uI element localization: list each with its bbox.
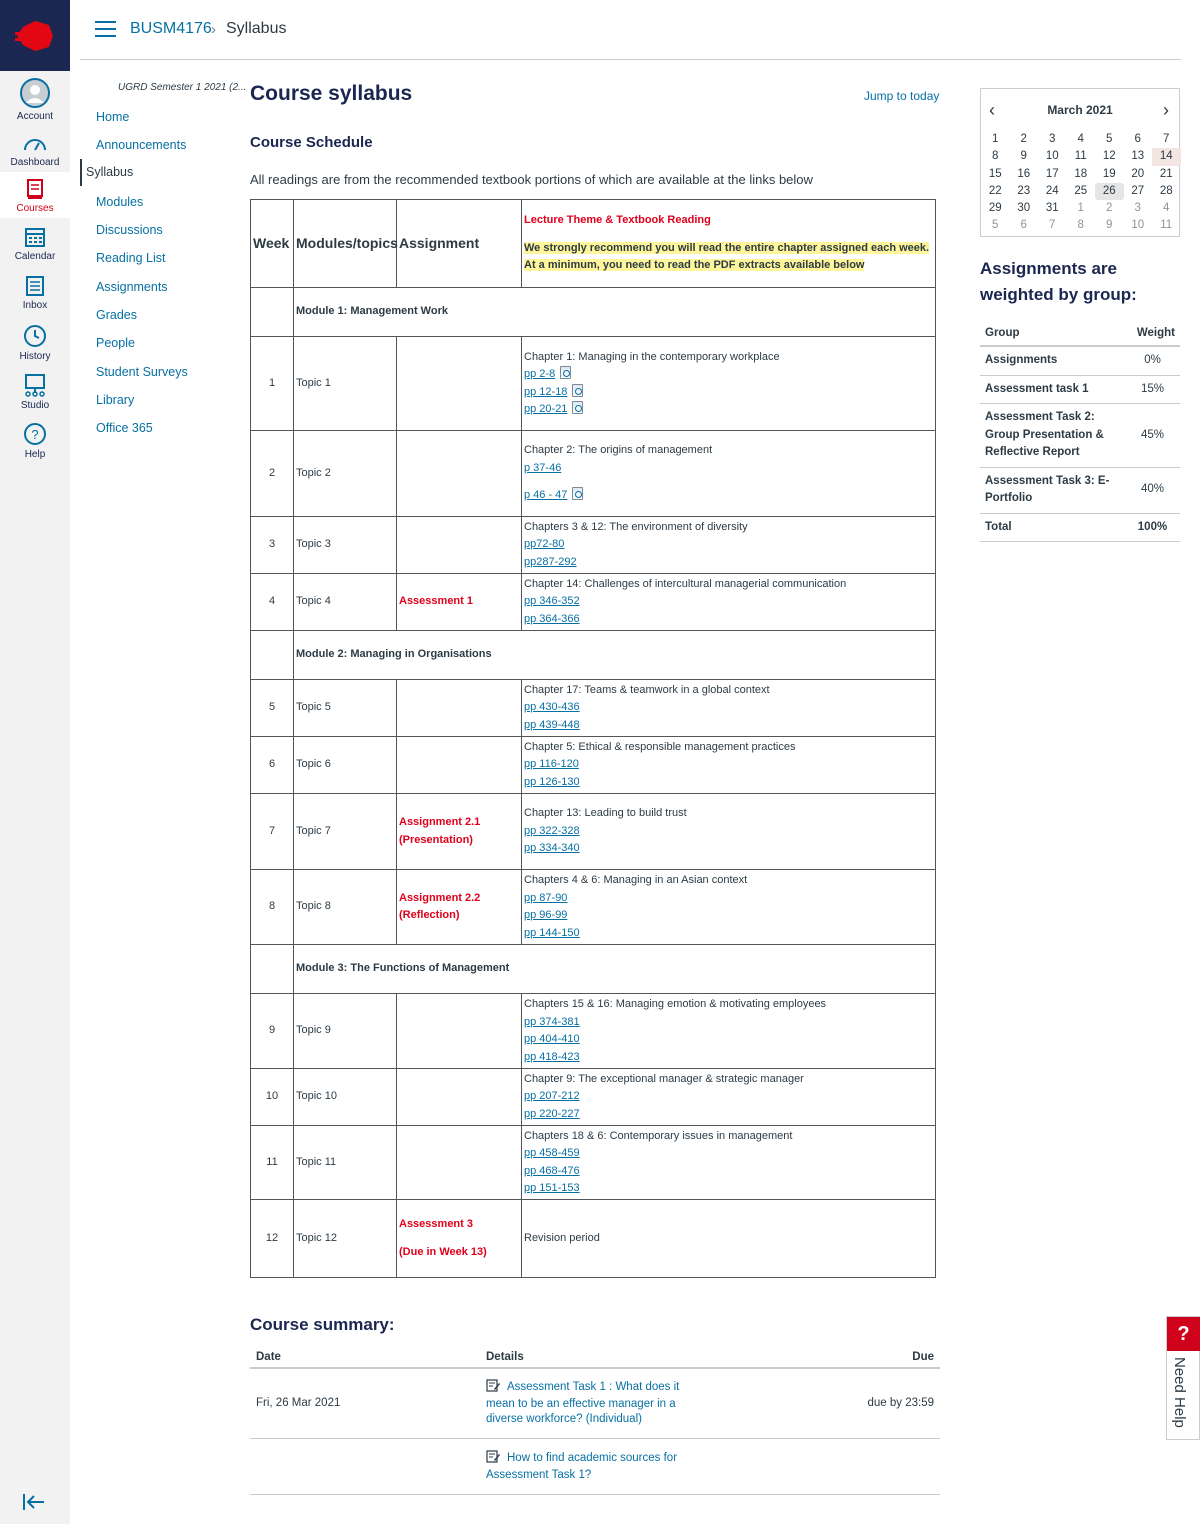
header-reading-note-1: We strongly recommend you will read the entire chapter assigned each week. [524, 241, 930, 254]
week-reading [522, 517, 936, 574]
week-assignment [397, 337, 522, 431]
weights-table [980, 320, 1180, 542]
reading-link-line [524, 460, 933, 478]
breadcrumb-course[interactable]: BUSM4176 [130, 20, 212, 37]
calendar-day[interactable]: 13 [1131, 150, 1145, 163]
calendar-header [981, 89, 1179, 131]
header-modules: Modules/topics [294, 200, 397, 288]
reading-chapter: Chapters 4 & 6: Managing in an Asian context [524, 874, 748, 886]
summary-due: due by 23:59 [710, 1368, 940, 1438]
week-number: 3 [251, 517, 294, 574]
calendar-day[interactable]: 2 [1020, 133, 1027, 145]
reading-link-line [524, 487, 933, 505]
weights-group: Assessment Task 2: Group Presentation & Reflective Report [980, 404, 1125, 468]
week-topic: Topic 6 [294, 737, 397, 794]
pdf-file-icon[interactable] [572, 384, 583, 397]
header-reading-title: Lecture Theme & Textbook Reading [524, 214, 711, 227]
inbox-icon [24, 275, 46, 297]
week-row [251, 1069, 936, 1126]
week-row [251, 870, 936, 945]
calendar-day[interactable]: 8 [992, 150, 999, 163]
logo-icon [15, 17, 55, 55]
module-row [251, 631, 936, 680]
week-reading [522, 574, 936, 631]
calendar-day[interactable]: 30 [1017, 202, 1031, 215]
weights-row [980, 375, 1180, 404]
assignment-label: Assessment 1 [399, 595, 473, 608]
weights-row [980, 467, 1180, 513]
module-row [251, 288, 936, 337]
reading-link[interactable]: pp 126-130 [524, 775, 580, 788]
week-topic: Topic 11 [294, 1126, 397, 1200]
calendar-day[interactable]: 16 [1017, 167, 1031, 180]
week-reading [522, 1069, 936, 1126]
reading-link[interactable]: pp287-292 [524, 555, 577, 568]
reading-link-line [524, 366, 933, 384]
reading-chapter: Chapter 2: The origins of management [524, 444, 713, 457]
page-title: Course syllabus [250, 82, 413, 105]
reading-link[interactable]: pp 322-328 [524, 824, 580, 837]
reading-link[interactable]: pp 418-423 [524, 1050, 580, 1063]
calendar-day[interactable]: 17 [1045, 167, 1059, 180]
reading-chapter: Revision period [524, 1231, 600, 1244]
week-number: 2 [251, 431, 294, 517]
week-number: 6 [251, 737, 294, 794]
calendar-day[interactable]: 9 [1106, 219, 1113, 232]
summary-title: Course summary: [250, 1315, 395, 1334]
summary-col-details: Details [480, 1346, 710, 1368]
calendar-day[interactable]: 15 [988, 167, 1002, 180]
weights-total-row [980, 513, 1180, 542]
weights-value: 45% [1125, 404, 1180, 468]
reading-link-line [524, 699, 933, 717]
week-assignment [397, 1200, 522, 1278]
week-assignment [397, 794, 522, 870]
week-row [251, 574, 936, 631]
week-topic: Topic 2 [294, 431, 397, 517]
calendar-day[interactable]: 4 [1077, 133, 1084, 145]
assignment-icon [486, 1450, 501, 1468]
reading-link-line [524, 756, 933, 774]
summary-details [480, 1438, 710, 1494]
collapse-arrow-icon [22, 1492, 46, 1512]
reading-link[interactable]: pp 404-410 [524, 1033, 580, 1045]
week-assignment [397, 994, 522, 1069]
calendar-day[interactable]: 9 [1020, 150, 1027, 163]
calendar-day[interactable]: 7 [1163, 133, 1170, 145]
weights-row [980, 404, 1180, 468]
help-icon [23, 422, 47, 446]
reading-link-line [524, 593, 933, 611]
weights-value: 15% [1125, 375, 1180, 404]
reading-link-line [524, 1145, 933, 1163]
week-number: 7 [251, 794, 294, 870]
calendar-day[interactable]: 28 [1159, 184, 1173, 197]
course-nav-grades[interactable]: Grades [96, 308, 137, 322]
course-nav-student-surveys[interactable]: Student Surveys [96, 365, 188, 379]
course-term: UGRD Semester 1 2021 (2... [118, 82, 247, 93]
week-topic: Topic 1 [294, 337, 397, 431]
assignment-label: Assignment 2.1 [399, 816, 481, 828]
course-nav-announcements[interactable]: Announcements [96, 138, 187, 152]
calendar-day[interactable]: 7 [1049, 219, 1056, 232]
reading-link-line [524, 925, 933, 943]
summary-details [480, 1368, 710, 1438]
assignment-icon [486, 1379, 501, 1397]
module-title: Module 3: The Functions of Management [294, 945, 936, 994]
header-reading-note-2: At a minimum, you need to read the PDF extracts available below [524, 259, 865, 272]
calendar-day[interactable]: 6 [1020, 219, 1027, 232]
weights-group: Assessment task 1 [980, 375, 1125, 404]
reading-chapter: Chapters 15 & 16: Managing emotion & motivating employees [524, 998, 827, 1010]
assignment-sublabel: (Due in Week 13) [399, 1245, 487, 1258]
reading-link[interactable]: pp 12-18 [524, 385, 568, 398]
week-topic: Topic 5 [294, 680, 397, 737]
reading-link-line [524, 840, 933, 858]
week-row [251, 794, 936, 870]
reading-chapter: Chapter 9: The exceptional manager & strategic manager [524, 1072, 804, 1085]
week-reading [522, 337, 936, 431]
summary-due [710, 1438, 940, 1494]
week-topic: Topic 7 [294, 794, 397, 870]
week-reading [522, 794, 936, 870]
readings-note: All readings are from the recommended textbook portions of which are available at the links below [250, 172, 813, 187]
reading-link-line [524, 1106, 933, 1124]
calendar-grid [981, 131, 1179, 235]
week-row [251, 517, 936, 574]
week-row [251, 1126, 936, 1200]
summary-row [250, 1438, 940, 1494]
week-assignment [397, 574, 522, 631]
reading-link[interactable]: pp 2-8 [524, 368, 556, 380]
week-row [251, 1200, 936, 1278]
reading-link[interactable]: pp 334-340 [524, 842, 580, 855]
calendar-day[interactable]: 5 [1106, 133, 1113, 145]
week-row [251, 737, 936, 794]
calendar-day[interactable]: 11 [1074, 150, 1087, 163]
global-nav [0, 0, 70, 1524]
pdf-file-icon[interactable] [560, 366, 571, 379]
reading-link[interactable]: pp 151-153 [524, 1182, 580, 1194]
global-nav-studio-label: Studio [20, 400, 50, 411]
history-icon [23, 324, 47, 348]
week-reading [522, 1126, 936, 1200]
global-nav-calendar-label: Calendar [14, 251, 56, 262]
reading-link[interactable]: pp 116-120 [524, 758, 579, 771]
reading-link[interactable]: pp 468-476 [524, 1164, 580, 1177]
reading-link-line [524, 1180, 933, 1198]
studio-icon [23, 373, 47, 397]
dashboard-icon [23, 134, 47, 154]
assignment-label: Assignment 2.2 [399, 891, 481, 904]
week-topic: Topic 3 [294, 517, 397, 574]
reading-link[interactable]: pp 207-212 [524, 1090, 580, 1103]
weights-group: Assessment Task 3: E-Portfolio [980, 467, 1125, 513]
summary-assignment-link[interactable]: Assessment Task 1 : What does it mean to be an effective manager in a diverse workforce? (Individual) [486, 1381, 680, 1426]
global-nav-history[interactable] [0, 324, 70, 362]
reading-chapter: Chapter 14: Challenges of intercultural managerial communication [524, 577, 847, 590]
week-assignment [397, 1126, 522, 1200]
global-nav-inbox-label: Inbox [22, 300, 48, 311]
global-nav-courses[interactable] [0, 172, 70, 218]
pdf-file-icon[interactable] [572, 487, 583, 500]
global-nav-calendar[interactable] [0, 226, 70, 262]
week-number: 11 [251, 1126, 294, 1200]
calendar-day[interactable]: 19 [1102, 167, 1116, 180]
reading-link-line [524, 1014, 933, 1032]
calendar-day[interactable]: 3 [1049, 133, 1056, 145]
page-header [70, 0, 1200, 60]
week-reading [522, 870, 936, 945]
course-nav-home[interactable]: Home [96, 110, 130, 124]
assignment-sublabel: (Reflection) [399, 909, 460, 921]
breadcrumb-separator-icon: › [211, 21, 216, 38]
week-topic: Topic 10 [294, 1069, 397, 1126]
calendar-day[interactable]: 1 [992, 133, 999, 145]
pdf-file-icon[interactable] [572, 401, 583, 414]
header-week: Week [251, 200, 294, 288]
svg-text:?: ? [31, 427, 39, 442]
reading-link-line [524, 1049, 933, 1067]
global-nav-inbox[interactable] [0, 275, 70, 311]
course-nav-syllabus[interactable]: Syllabus [80, 159, 133, 186]
calendar-icon [24, 226, 46, 248]
week-topic: Topic 9 [294, 994, 397, 1069]
calendar-day[interactable]: 5 [992, 219, 999, 232]
summary-date [250, 1438, 480, 1494]
reading-link[interactable]: pp 144-150 [524, 926, 580, 939]
weights-total-value: 100% [1125, 513, 1180, 542]
need-help-label: Need Help [1171, 1357, 1188, 1428]
need-help-button[interactable] [1166, 1316, 1200, 1440]
courses-icon [26, 178, 44, 200]
week-assignment [397, 870, 522, 945]
module-row [251, 945, 936, 994]
calendar-day[interactable]: 12 [1102, 150, 1116, 163]
calendar-day[interactable]: 29 [988, 202, 1002, 215]
calendar-day[interactable]: 10 [1045, 150, 1059, 163]
calendar-day[interactable]: 31 [1045, 202, 1059, 215]
global-nav-help-label: Help [24, 449, 46, 460]
weights-col-weight: Weight [1125, 320, 1180, 346]
calendar-day[interactable]: 21 [1159, 167, 1173, 180]
header-divider [80, 59, 1181, 60]
calendar-day[interactable]: 20 [1131, 167, 1145, 180]
week-assignment [397, 431, 522, 517]
institution-logo[interactable] [0, 0, 70, 71]
hamburger-menu-icon[interactable] [95, 21, 116, 38]
assignment-label: Assessment 3 [399, 1218, 473, 1230]
assignment-sublabel: (Presentation) [399, 833, 473, 846]
calendar-day[interactable]: 6 [1134, 133, 1141, 145]
reading-chapter: Chapter 1: Managing in the contemporary workplace [524, 350, 780, 363]
jump-to-today-link[interactable]: Jump to today [864, 89, 940, 103]
global-nav-dashboard[interactable] [0, 134, 70, 168]
summary-assignment-link[interactable]: How to find academic sources for Assessment Task 1? [486, 1451, 678, 1481]
week-number: 1 [251, 337, 294, 431]
summary-col-date: Date [250, 1346, 480, 1368]
calendar-day[interactable]: 4 [1163, 202, 1170, 215]
calendar-day[interactable]: 27 [1131, 184, 1145, 197]
reading-link-line [524, 1031, 933, 1049]
reading-link[interactable]: pp 364-366 [524, 612, 580, 625]
reading-link-line [524, 717, 933, 735]
week-number: 10 [251, 1069, 294, 1126]
reading-link[interactable]: pp 374-381 [524, 1015, 580, 1028]
week-topic: Topic 8 [294, 870, 397, 945]
calendar-day[interactable]: 24 [1045, 184, 1059, 197]
weights-title: Assignments are weighted by group: [980, 259, 1137, 304]
week-number: 5 [251, 680, 294, 737]
reading-link-line [524, 536, 933, 554]
reading-link-line [524, 401, 933, 419]
course-nav-modules[interactable]: Modules [96, 195, 144, 209]
reading-link-line [524, 890, 933, 908]
global-nav-courses-label: Courses [16, 203, 54, 214]
breadcrumb-page: Syllabus [226, 20, 287, 37]
calendar-day[interactable]: 26 [1095, 183, 1124, 200]
calendar-day[interactable]: 2 [1106, 202, 1113, 215]
week-assignment [397, 1069, 522, 1126]
calendar-prev-icon[interactable]: ‹ [989, 100, 995, 120]
reading-link[interactable]: pp 220-227 [524, 1107, 580, 1120]
schedule-header-row [251, 200, 936, 288]
week-reading [522, 994, 936, 1069]
week-reading [522, 737, 936, 794]
reading-link[interactable]: pp 458-459 [524, 1147, 580, 1159]
week-reading [522, 1200, 936, 1278]
week-number: 9 [251, 994, 294, 1069]
reading-chapter: Chapters 3 & 12: The environment of diversity [524, 520, 748, 533]
weights-value: 0% [1125, 346, 1180, 375]
week-number: 8 [251, 870, 294, 945]
reading-link-line [524, 823, 933, 841]
reading-link-line [524, 1088, 933, 1106]
summary-col-due: Due [710, 1346, 940, 1368]
week-reading [522, 431, 936, 517]
week-topic: Topic 4 [294, 574, 397, 631]
week-reading [522, 680, 936, 737]
weights-value: 40% [1125, 467, 1180, 513]
course-nav-library[interactable]: Library [96, 393, 135, 407]
summary-row [250, 1368, 940, 1438]
course-nav-assignments[interactable]: Assignments [96, 280, 168, 294]
schedule-heading: Course Schedule [250, 134, 373, 151]
reading-link-line [524, 554, 933, 572]
reading-chapter: Chapter 5: Ethical & responsible management practices [524, 740, 796, 753]
week-row [251, 994, 936, 1069]
reading-link[interactable]: pp72-80 [524, 538, 565, 551]
reading-link[interactable]: pp 87-90 [524, 891, 568, 904]
reading-link-line [524, 1163, 933, 1181]
global-nav-account-label: Account [16, 111, 54, 122]
weights-col-group: Group [980, 320, 1125, 346]
global-nav-help[interactable] [0, 422, 70, 460]
global-nav-history-label: History [19, 351, 51, 362]
reading-link[interactable]: pp 96-99 [524, 909, 568, 921]
summary-table [250, 1346, 940, 1495]
reading-link-line [524, 611, 933, 629]
week-row [251, 431, 936, 517]
calendar-day[interactable]: 23 [1017, 184, 1031, 197]
calendar-month: March 2021 [1047, 103, 1113, 117]
calendar-day[interactable]: 3 [1134, 202, 1141, 215]
reading-link[interactable]: pp 346-352 [524, 595, 580, 608]
week-assignment [397, 517, 522, 574]
calendar-day[interactable]: 25 [1074, 184, 1088, 197]
calendar-day[interactable]: 22 [988, 184, 1002, 197]
collapse-nav-button[interactable] [22, 1492, 46, 1517]
summary-date: Fri, 26 Mar 2021 [250, 1368, 480, 1438]
week-row [251, 680, 936, 737]
reading-chapter: Chapter 13: Leading to build trust [524, 807, 687, 820]
calendar-day[interactable]: 14 [1152, 148, 1181, 165]
course-nav-discussions[interactable]: Discussions [96, 223, 163, 237]
account-icon [20, 78, 50, 108]
reading-link-line [524, 774, 933, 792]
mini-calendar [980, 88, 1180, 237]
module-title: Module 2: Managing in Organisations [294, 631, 936, 680]
global-nav-account[interactable] [0, 78, 70, 122]
calendar-next-icon[interactable]: › [1163, 100, 1169, 120]
global-nav-studio[interactable] [0, 373, 70, 411]
header-reading [522, 200, 936, 288]
calendar-day[interactable]: 8 [1077, 219, 1084, 232]
reading-link[interactable]: p 37-46 [524, 461, 562, 474]
reading-link[interactable]: pp 439-448 [524, 718, 580, 731]
week-assignment [397, 737, 522, 794]
week-assignment [397, 680, 522, 737]
need-help-icon: ? [1167, 1317, 1200, 1351]
weights-group: Assignments [980, 346, 1125, 375]
course-nav-people[interactable]: People [96, 336, 135, 350]
weights-total-label: Total [980, 513, 1125, 542]
calendar-day[interactable]: 1 [1077, 202, 1084, 215]
reading-link[interactable]: pp 20-21 [524, 403, 568, 415]
header-assignment: Assignment [397, 200, 522, 288]
reading-link-line [524, 384, 933, 402]
calendar-day[interactable]: 18 [1074, 167, 1088, 180]
reading-link[interactable]: p 46 - 47 [524, 489, 568, 502]
week-number: 12 [251, 1200, 294, 1278]
global-nav-dashboard-label: Dashboard [10, 157, 60, 168]
calendar-day[interactable]: 11 [1160, 219, 1173, 232]
weights-row [980, 346, 1180, 375]
schedule-table [250, 199, 936, 1278]
reading-link[interactable]: pp 430-436 [524, 701, 580, 714]
week-number: 4 [251, 574, 294, 631]
calendar-day[interactable]: 10 [1131, 219, 1145, 232]
reading-chapter: Chapter 17: Teams & teamwork in a global context [524, 683, 770, 696]
reading-chapter: Chapters 18 & 6: Contemporary issues in management [524, 1129, 793, 1142]
week-topic: Topic 12 [294, 1200, 397, 1278]
week-row [251, 337, 936, 431]
course-nav-reading-list[interactable]: Reading List [96, 251, 166, 265]
reading-link-line [524, 907, 933, 925]
course-nav-office-365[interactable]: Office 365 [96, 421, 153, 435]
module-title: Module 1: Management Work [294, 288, 936, 337]
